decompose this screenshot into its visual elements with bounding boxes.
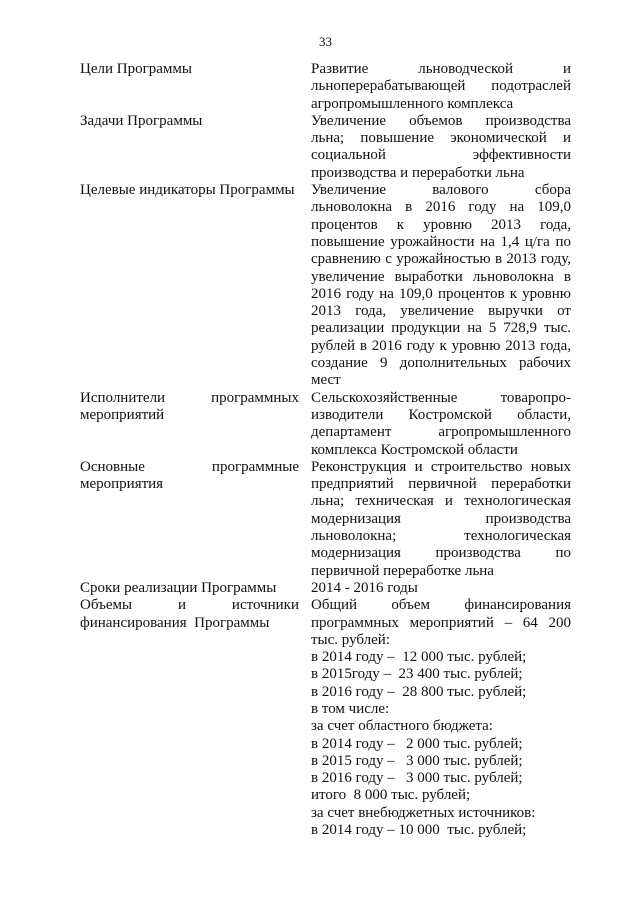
- executors-label-line-2: мероприятий: [80, 406, 165, 423]
- activities-value-line-7: первичной переработке льна: [311, 562, 494, 579]
- funding-value-line-10: в 2015 году – 3 000 тыс. рублей;: [311, 752, 523, 769]
- activities-label-line-1: Основные программные: [80, 458, 299, 475]
- tasks-label-line-1: Задачи Программы: [80, 112, 203, 129]
- indicators-value-line-8: 2013 года, увеличение выручки от: [311, 303, 571, 320]
- indicators-value-line-6: увеличение выработки льноволокна в: [311, 268, 571, 285]
- indicators-value-line-3: процентов к уровню 2013 года,: [311, 216, 571, 233]
- row-funding: [80, 597, 571, 839]
- indicators-value-line-2: льноволокна в 2016 году на 109,0: [311, 199, 571, 216]
- funding-value-line-8: за счет областного бюджета:: [311, 718, 493, 735]
- executors-value: [311, 390, 571, 459]
- row-timeline: [80, 580, 571, 597]
- tasks-value: [311, 113, 571, 182]
- goals-label: [80, 61, 299, 78]
- executors-label-line-1: Исполнители программных: [80, 389, 299, 406]
- tasks-value-line-3: социальной эффективности: [311, 147, 571, 164]
- goals-value: [311, 61, 571, 113]
- funding-value-line-12: итого 8 000 тыс. рублей;: [311, 787, 471, 804]
- activities-value: [311, 459, 571, 580]
- timeline-label-line-1: Сроки реализации Программы: [80, 579, 277, 596]
- funding-label-line-2: финансирования Программы: [80, 614, 270, 631]
- timeline-value: [311, 580, 571, 597]
- goals-value-line-2: льноперерабатывающей подотраслей: [311, 78, 571, 95]
- funding-value-line-4: в 2014 году – 12 000 тыс. рублей;: [311, 649, 527, 666]
- tasks-value-line-2: льна; повышение экономической и: [311, 130, 571, 147]
- indicators-value-line-9: реализации продукции на 5 728,9 тыс.: [311, 320, 571, 337]
- indicators-value-line-10: рублей в 2016 году к уровню 2013 года,: [311, 337, 571, 354]
- funding-value-line-13: за счет внебюджетных источников:: [311, 804, 536, 821]
- executors-label: [80, 390, 299, 425]
- activities-value-line-5: льноволокна; технологическая: [311, 528, 571, 545]
- indicators-value-line-7: 2016 году на 109,0 процентов к уровню: [311, 285, 571, 302]
- funding-value-line-3: тыс. рублей:: [311, 631, 390, 648]
- funding-value-line-7: в том числе:: [311, 700, 390, 717]
- indicators-label: [80, 182, 299, 199]
- funding-value-line-6: в 2016 году – 28 800 тыс. рублей;: [311, 683, 527, 700]
- funding-value-line-9: в 2014 году – 2 000 тыс. рублей;: [311, 735, 523, 752]
- activities-label-line-2: мероприятия: [80, 476, 164, 493]
- executors-value-line-2: изводители Костромской области,: [311, 406, 571, 423]
- tasks-label: [80, 113, 299, 130]
- funding-value-line-2: программных мероприятий – 64 200: [311, 614, 571, 631]
- goals-value-line-3: агропромышленного комплекса: [311, 95, 514, 112]
- timeline-label: [80, 580, 299, 597]
- executors-value-line-4: комплекса Костромской области: [311, 441, 518, 458]
- funding-value-line-11: в 2016 году – 3 000 тыс. рублей;: [311, 770, 523, 787]
- indicators-value-line-11: создание 9 дополнительных рабочих: [311, 355, 571, 372]
- timeline-value-line-1: 2014 - 2016 годы: [311, 579, 418, 596]
- indicators-value-line-12: мест: [311, 372, 341, 389]
- funding-value-line-1: Общий объем финансирования: [311, 597, 571, 614]
- funding-value-line-14: в 2014 году – 10 000 тыс. рублей;: [311, 822, 527, 839]
- row-goals: [80, 61, 571, 113]
- row-executors: [80, 390, 571, 459]
- indicators-value-line-1: Увеличение валового сбора: [311, 182, 571, 199]
- tasks-value-line-4: производства и переработки льна: [311, 164, 525, 181]
- activities-label: [80, 459, 299, 494]
- activities-value-line-2: предприятий первичной переработки: [311, 476, 571, 493]
- goals-value-line-1: Развитие льноводческой и: [311, 61, 571, 77]
- indicators-value-line-5: сравнению с урожайностью в 2013 году,: [311, 251, 571, 268]
- program-passport-table: [80, 61, 571, 839]
- indicators-label-line-1: Целевые индикаторы Программы: [80, 182, 295, 199]
- funding-label-line-1: Объемы и источники: [80, 597, 299, 614]
- executors-value-line-3: департамент агропромышленного: [311, 424, 571, 441]
- activities-value-line-3: льна; техническая и технологическая: [311, 493, 571, 510]
- activities-value-line-1: Реконструкция и строительство новых: [311, 458, 571, 475]
- activities-value-line-4: модернизация производства: [311, 510, 571, 527]
- indicators-value: [311, 182, 571, 390]
- goals-label-line-1: Цели Программы: [80, 61, 192, 77]
- tasks-value-line-1: Увеличение объемов производства: [311, 112, 571, 129]
- executors-value-line-1: Сельскохозяйственные товаропро-: [311, 389, 571, 406]
- activities-value-line-6: модернизация производства по: [311, 545, 571, 562]
- funding-value-line-5: в 2015году – 23 400 тыс. рублей;: [311, 666, 523, 683]
- funding-value: [311, 597, 571, 839]
- row-indicators: [80, 182, 571, 390]
- row-activities: [80, 459, 571, 580]
- page-number: 33: [319, 34, 332, 49]
- funding-label: [80, 597, 299, 632]
- indicators-value-line-4: повышение урожайности на 1,4 ц/га по: [311, 233, 571, 250]
- row-tasks: [80, 113, 571, 182]
